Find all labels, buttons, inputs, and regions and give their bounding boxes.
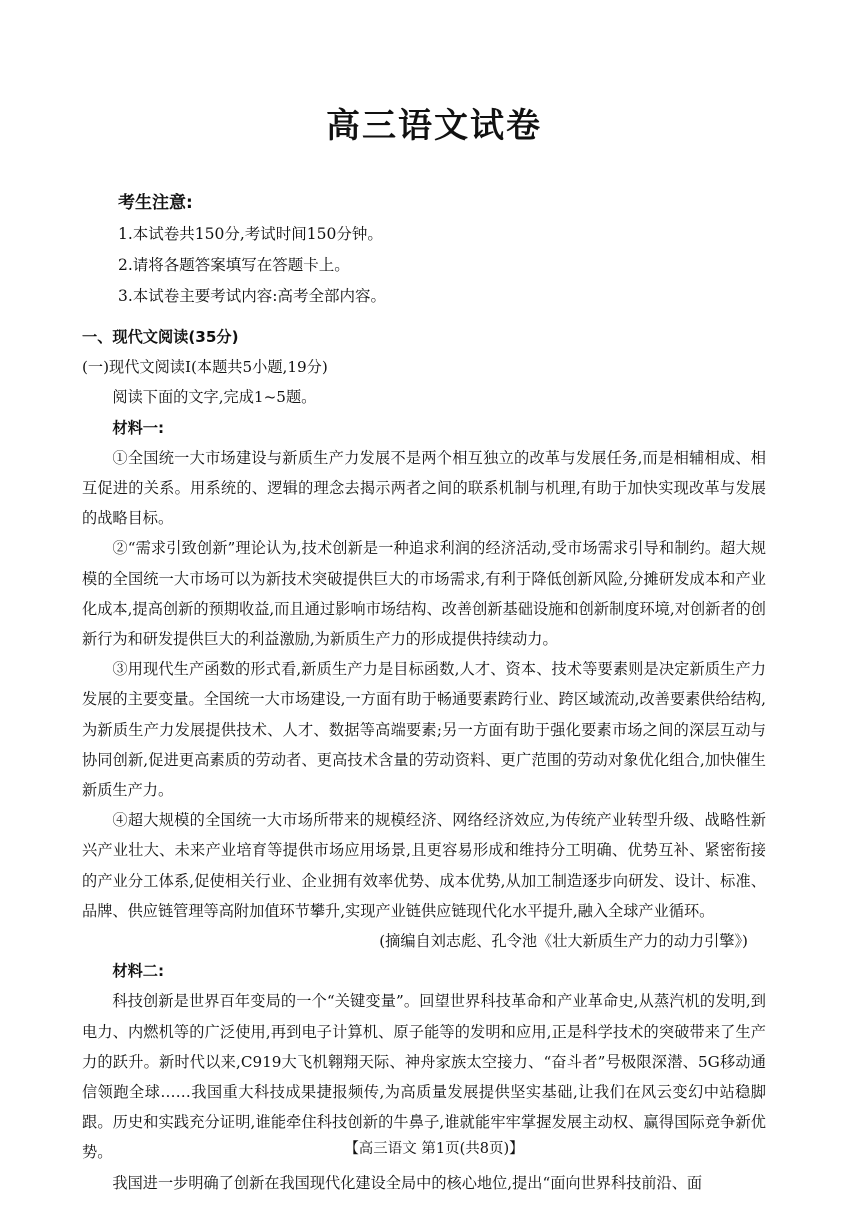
material1-paragraph: ②“需求引致创新”理论认为,技术创新是一种追求利润的经济活动,受市场需求引导和制约。超大规模的全国统一大市场可以为新技术突破提供巨大的市场需求,有利于降低创新风险,分摊研发成本和产业化成本,提高创新的预期收益,而且通过影响市场结构、改善创新基础设施和创新制度环境,对创新者的创新行为和研发提供巨大的利益激励,为新质生产力的形成提供持续动力。: [82, 539, 766, 649]
notice-item: 2.请将各题答案填写在答题卡上。: [118, 256, 350, 274]
material1-paragraph: ④超大规模的全国统一大市场所带来的规模经济、网络经济效应,为传统产业转型升级、战略性新兴产业壮大、未来产业培育等提供市场应用场景,且更容易形成和维持分工明确、优势互补、紧密衔接的产业分工体系,促使相关行业、企业拥有效率优势、成本优势,从加工制造逐步向研发、设计、标准、品牌、供应链管理等高附加值环节攀升,实现产业链供应链现代化水平提升,融入全球产业循环。: [82, 811, 766, 920]
page-title: 高三语文试卷: [326, 106, 542, 146]
notice-item: 3.本试卷主要考试内容:高考全部内容。: [118, 287, 387, 305]
material1-paragraph: ③用现代生产函数的形式看,新质生产力是目标函数,人才、资本、技术等要素则是决定新质生产力发展的主要变量。全国统一大市场建设,一方面有助于畅通要素跨行业、跨区域流动,改善要素供给结构,为新质生产力发展提供技术、人才、数据等高端要素;另一方面有助于强化要素市场之间的深层互动与协同创新,促进更高素质的劳动者、更高技术含量的劳动资料、更广范围的劳动对象优化组合,加快催生新质生产力。: [82, 660, 766, 800]
subsection-title: (一)现代文阅读Ⅰ(本题共5小题,19分): [82, 358, 328, 377]
section-title: 一、现代文阅读(35分): [82, 328, 239, 346]
material2-paragraph: 科技创新是世界百年变局的一个“关键变量”。回望世界科技革命和产业革命史,从蒸汽机的发明,到电力、内燃机等的广泛使用,再到电子计算机、原子能等的发明和应用,正是科学技术的突破带来了生产力的跃升。新时代以来,C919大飞机翱翔天际、神舟家族太空接力、“奋斗者”号极限深潜、5G移动通信领跑全球……我国重大科技成果捷报频传,为高质量发展提供坚实基础,让我们在风云变幻中站稳脚跟。历史和实践充分证明,谁能牵住科技创新的牛鼻子,谁就能牢牢掌握发展主动权、赢得国际竞争新优势。: [82, 992, 766, 1162]
material-label: 材料二:: [112, 962, 165, 981]
material-label: 材料一:: [112, 418, 165, 437]
page-footer: 【高三语文 第1页(共8页)】: [344, 1141, 524, 1157]
reading-section: [82, 322, 766, 1198]
material2-paragraph: 我国进一步明确了创新在我国现代化建设全局中的核心地位,提出“面向世界科技前沿、面: [112, 1173, 703, 1192]
notice-item: 1.本试卷共150分,考试时间150分钟。: [118, 225, 383, 243]
exam-notice: [118, 188, 386, 306]
notice-heading: 考生注意:: [118, 193, 193, 213]
material1-paragraph: ①全国统一大市场建设与新质生产力发展不是两个相互独立的改革与发展任务,而是相辅相成、相互促进的关系。用系统的、逻辑的理念去揭示两者之间的联系机制与机理,有助于加快实现改革与发展的战略目标。: [82, 448, 766, 528]
material-source: (摘编自刘志彪、孔令池《壮大新质生产力的动力引擎》): [379, 932, 748, 951]
instruction-text: 阅读下面的文字,完成1~5题。: [112, 388, 317, 407]
